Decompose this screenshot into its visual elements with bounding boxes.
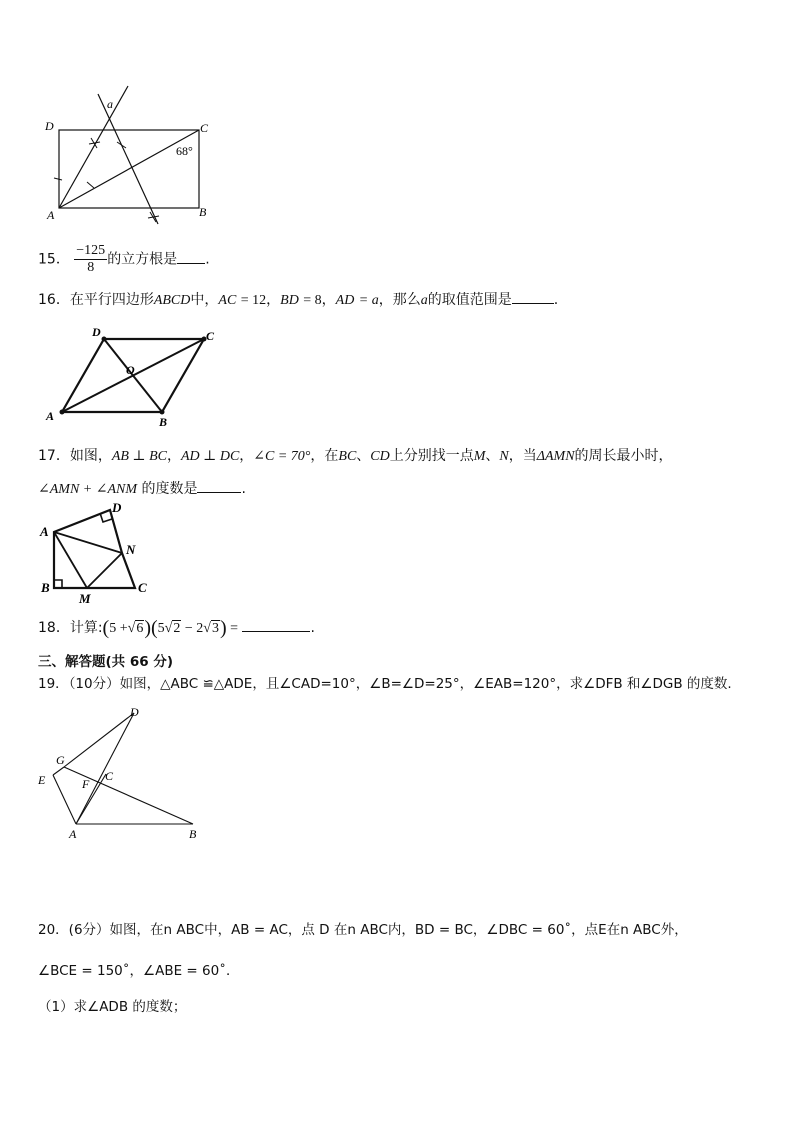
figure-q19 [36,702,211,847]
text: 如图， [69,448,112,464]
vertex-dot [102,337,107,342]
label-n: N [126,542,136,557]
answer-blank[interactable] [177,249,205,264]
segment-ac [76,774,106,824]
math: ∠C = 70° [253,449,311,464]
vertex-dot [60,410,65,415]
math: = 8 [303,293,322,308]
label-a: A [69,827,77,841]
answer-blank[interactable] [242,617,310,632]
arc-mark [54,178,62,180]
period: . [553,292,559,308]
arc-mark [87,182,94,188]
label-c: C [138,580,147,595]
question-20-line2: ∠BCE = 150˚，∠ABE = 60˚． [38,963,240,979]
math: = [230,621,239,636]
math: a [420,293,428,308]
text: ，在 [310,448,339,464]
label-f: F [82,777,90,791]
question-text: （10分）如图，△ABC ≌△ADE，且∠CAD=10°，∠B=∠D=25°，∠EAB=120°，求∠DFB 和∠DGB 的度数. [68,676,732,692]
label-b: B [159,415,168,427]
fraction [74,243,107,276]
math: BC [338,449,357,464]
arc-mark [117,142,126,148]
math: 5 + [109,621,128,636]
question-number: 17． [38,448,70,464]
math: − 2 [184,621,204,636]
label-a: A [46,409,55,423]
math: AD [335,293,355,308]
vertex-dot [160,410,165,415]
math: M [473,449,486,464]
label-d: D [92,325,101,339]
label-g: G [56,753,65,767]
answer-blank[interactable] [512,289,554,304]
figure-q14 [40,82,230,232]
text: 、 [356,448,371,464]
right-angle-b [54,580,62,588]
question-19 [38,674,732,694]
label-d: D [130,705,139,719]
math: = 12 [240,293,267,308]
period: . [241,481,246,497]
math: AB ⊥ BC [111,449,167,464]
perpendicular-bisector [98,94,158,224]
math: AC [218,293,237,308]
label-d: D [45,119,54,133]
line-a [59,86,128,208]
question-17 [38,446,673,467]
math: 3 [211,621,219,636]
question-16 [38,289,558,311]
paren: ( [150,617,158,639]
segment-mn [87,553,122,588]
label-m: M [79,591,91,606]
label-a: a [107,97,113,111]
period: . [205,251,210,268]
math: ABCD [153,293,191,308]
math: 5 [157,621,165,636]
paren: ( [102,617,110,639]
segment-ae [53,775,76,824]
math: 6 [136,621,144,636]
fraction-denominator: 8 [87,260,95,275]
question-number: 16． [38,292,70,308]
text: 在平行四边形 [69,292,154,308]
label-c: C [105,769,114,783]
text: ， [239,448,254,464]
label-e: E [38,773,46,787]
math: BD [280,293,299,308]
label-d: D [112,500,122,515]
text: ，那么 [378,292,421,308]
text: ， [167,448,181,464]
figure-q16 [40,322,230,427]
label-a-vertex: A [47,208,55,222]
section-heading: 三、解答题(共 66 分) [38,654,174,670]
diagonal-ac [59,130,199,208]
question-number: 18． [38,620,70,636]
paren: ) [144,617,151,639]
math: N [499,449,509,464]
period: . [310,620,315,636]
question-15 [38,243,210,276]
label-c: C [206,329,215,343]
question-number: 15． [38,251,70,268]
text: 、 [485,448,500,464]
expression: (5 +√6)(5√2 − 2√3) = [102,617,239,639]
text: 的度数是 [141,481,198,497]
text: ， [266,292,281,308]
math: 2 [173,621,181,636]
math: ΔAMN [536,449,575,464]
text: 的周长最小时， [574,448,673,464]
label-c: C [200,121,209,135]
label-o: O [126,363,135,377]
label-b: B [199,205,207,219]
fraction-numerator: −125 [76,243,106,258]
text: ， [321,292,336,308]
question-17-line2 [38,478,246,500]
text: 中， [190,292,219,308]
question-20: 20．(6分）如图，在n ABC中，AB = AC，点 D 在n ABC内，BD = BC，∠DBC = 60˚，点E在n ABC外， [38,922,688,938]
figure-q17 [38,500,168,608]
text: ，当 [508,448,537,464]
math: = a [358,293,379,308]
quadrilateral-abcd [54,510,135,588]
label-b: B [41,580,50,595]
math: ∠AMN + ∠ANM [38,482,138,497]
math: AD ⊥ DC [181,449,240,464]
label-a: A [40,524,49,539]
segment-gd [64,713,134,767]
answer-blank[interactable] [197,478,241,493]
label-b: B [189,827,197,841]
segment-eg [53,767,64,775]
question-text: 的立方根是 [107,251,178,268]
text: 上分别找一点 [389,448,474,464]
question-number: 19． [38,676,69,692]
text: 的取值范围是 [427,292,512,308]
segment-gb [64,767,193,824]
text: 计算: [69,620,103,636]
paren: ) [219,617,227,639]
label-angle: 68° [176,144,193,158]
question-20-sub1: （1）求∠ADB 的度数； [38,999,187,1015]
question-18 [38,617,315,639]
math: CD [370,449,390,464]
